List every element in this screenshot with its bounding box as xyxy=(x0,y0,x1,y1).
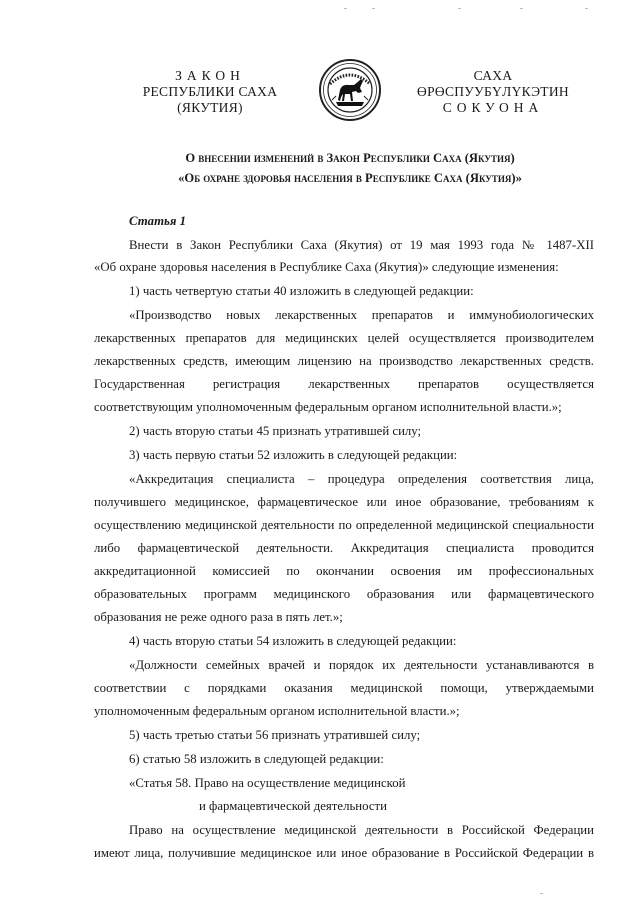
text-line: уполномоченным федеральным органом исполнительной власти.»; xyxy=(94,704,460,718)
header-republic-name: РЕСПУБЛИКИ САХА (ЯКУТИЯ) xyxy=(142,84,278,115)
text-line: «Производство новых лекарственных препаратов и иммунобиологических xyxy=(129,308,594,322)
text-line: «Статья 58. Право на осуществление медицинской xyxy=(129,776,406,790)
text-line: 6) статью 58 изложить в следующей редакции: xyxy=(129,752,384,766)
text-line: и фармацевтической деятельности xyxy=(199,799,387,813)
text-line: «Должности семейных врачей и порядок их деятельности устанавливаются в xyxy=(129,658,594,672)
header-law-word-yakut: СОКУОНА xyxy=(442,100,544,115)
scan-speck xyxy=(372,8,375,9)
scan-speck xyxy=(520,8,523,9)
coat-of-arms-emblem-icon xyxy=(318,58,382,122)
document-header xyxy=(0,58,640,128)
text-line: 3) часть первую статьи 52 изложить в следующей редакции: xyxy=(129,448,458,462)
text-line: лекарственных препаратов для медицинских целей осуществляется производителем xyxy=(94,331,594,345)
header-right-block xyxy=(398,68,588,116)
scan-speck xyxy=(344,8,347,9)
text-line: лекарственных средств, имеющим лицензию на производство лекарственных средств. xyxy=(94,354,594,368)
law-title xyxy=(60,148,640,188)
text-line: имеют лица, получившие медицинское или иное образование в Российской Федерации в xyxy=(94,846,594,860)
text-line: 1) часть четвертую статьи 40 изложить в следующей редакции: xyxy=(129,284,474,298)
text-line: либо фармацевтической деятельности. Аккредитация специалиста проводится xyxy=(94,541,594,555)
header-left-block xyxy=(110,68,310,116)
text-line: образовательных программ медицинского образования или фармацевтического xyxy=(94,587,594,601)
text-line: «Аккредитация специалиста – процедура определения соответствия лица, xyxy=(129,472,594,486)
scan-speck xyxy=(458,8,461,9)
text-line: Государственная регистрация лекарственных препаратов осуществляется xyxy=(94,377,594,391)
text-line: образования не реже одного раза в пять лет.»; xyxy=(94,610,343,624)
text-line: 5) часть третью статьи 56 признать утратившей силу; xyxy=(129,728,421,742)
scan-speck xyxy=(585,8,588,9)
scan-speck xyxy=(540,893,543,894)
text-line: «Об охране здоровья населения в Республике Саха (Якутия)» следующие изменения: xyxy=(94,260,559,274)
text-line: осуществлению медицинской деятельности по определенной медицинской специальности xyxy=(94,518,594,532)
text-line: Внести в Закон Республики Саха (Якутия) от 19 мая 1993 года № 1487-XII xyxy=(129,238,594,252)
text-line: соответствующим уполномоченным федеральным органом исполнительной власти.»; xyxy=(94,400,562,414)
text-line: получившего медицинское, фармацевтическое или иное образование, требованиям к xyxy=(94,495,594,509)
header-republic-name-yakut: САХА ӨРӨСПУУБҮЛҮКЭТИН xyxy=(417,68,569,99)
text-line: аккредитационной комиссией по окончании освоения им профессиональных xyxy=(94,564,594,578)
law-title-line: О внесении изменений в Закон Республики Саха (Якутия) xyxy=(185,151,515,165)
text-line: 2) часть вторую статьи 45 признать утратившей силу; xyxy=(129,424,422,438)
text-line: соответствии с порядками оказания медицинской помощи, утверждаемыми xyxy=(94,681,594,695)
text-line: 4) часть вторую статьи 54 изложить в следующей редакции: xyxy=(129,634,457,648)
header-law-word: ЗАКОН xyxy=(175,68,245,83)
law-title-line: «Об охране здоровья населения в Республике Саха (Якутия)» xyxy=(178,171,522,185)
article-heading: Статья 1 xyxy=(129,214,187,228)
text-line: Право на осуществление медицинской деятельности в Российской Федерации xyxy=(129,823,594,837)
